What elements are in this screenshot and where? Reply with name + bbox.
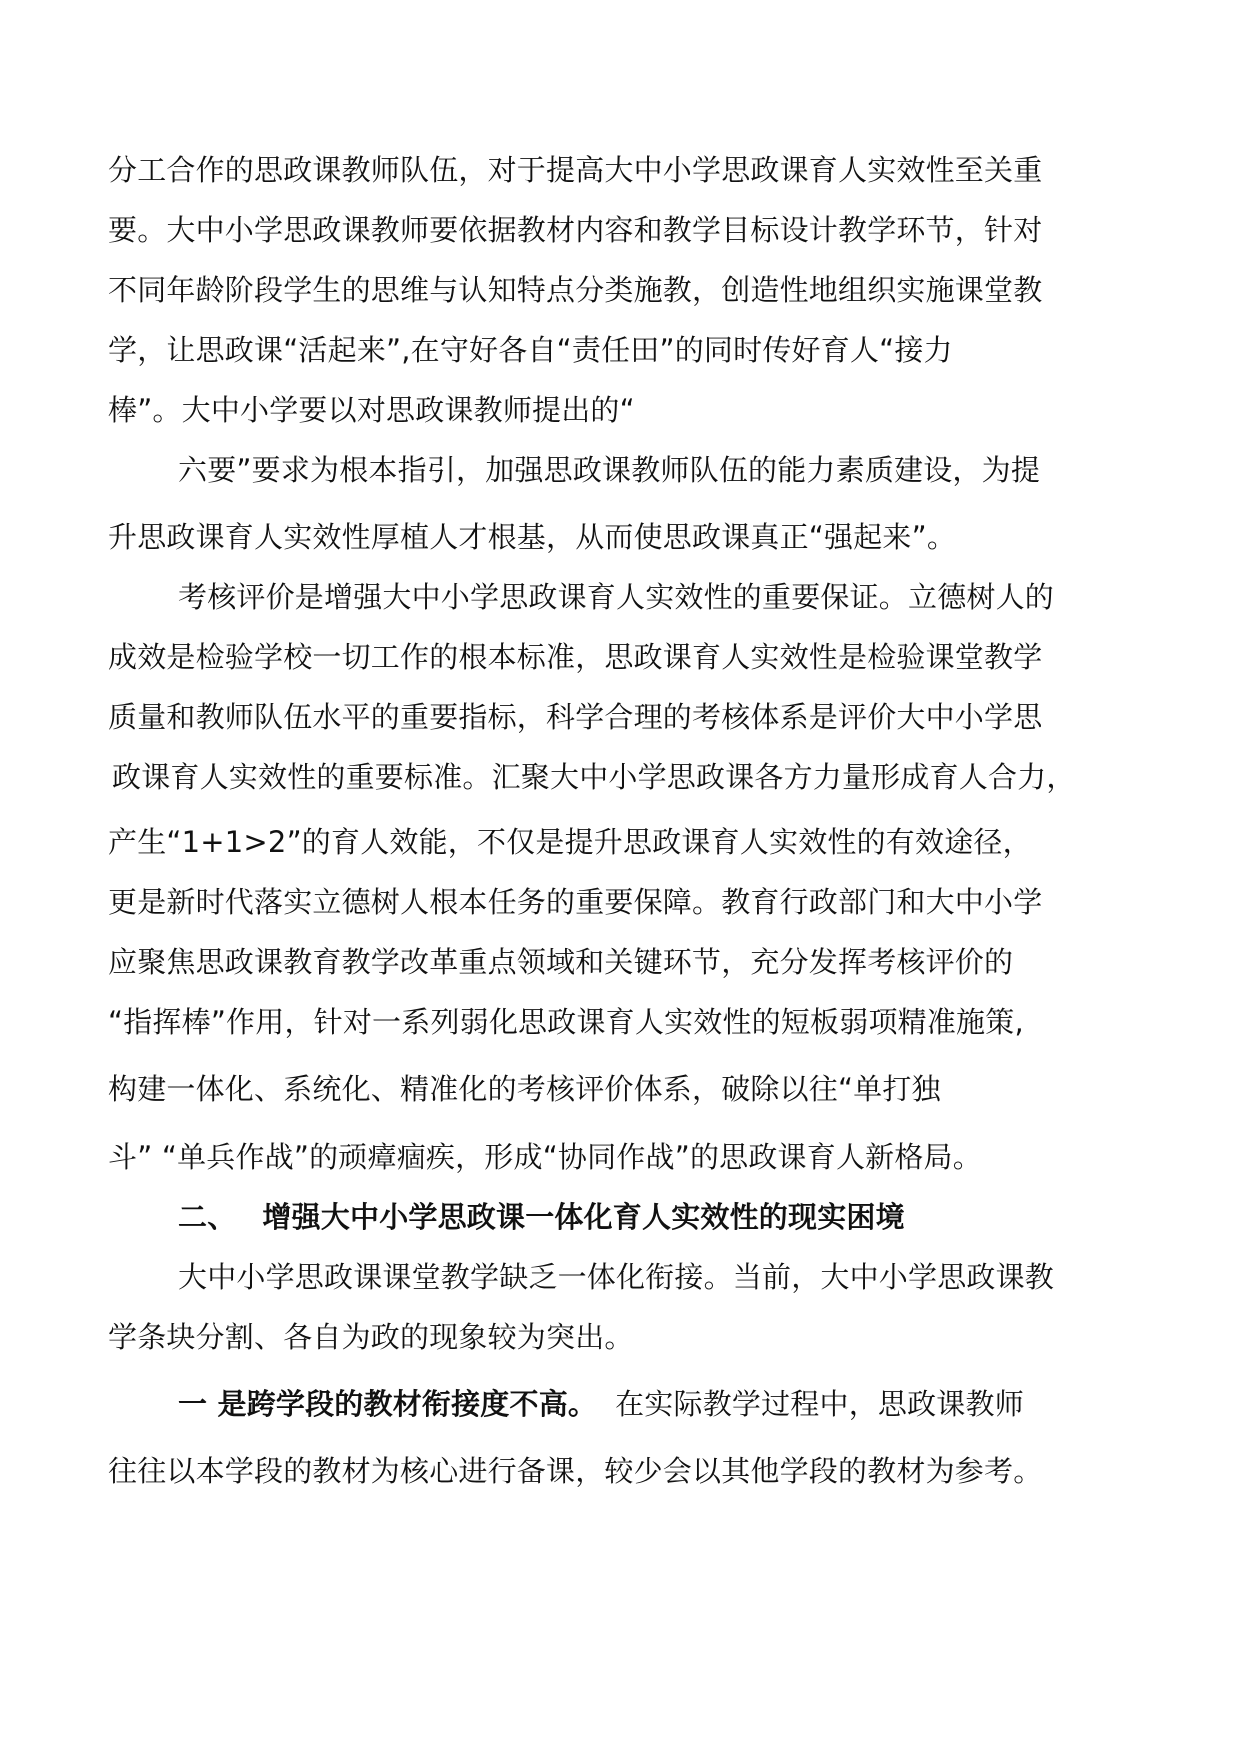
paragraph-line: 产生“1+1>2”的育人效能，不仅是提升思政课育人实效性的有效途径， [108,825,1032,859]
paragraph-line: 考核评价是增强大中小学思政课育人实效性的重要保证。立德树人的 [178,580,1055,614]
paragraph-line: 棒”。大中小学要以对思政课教师提出的“ [108,393,635,427]
section-heading [178,1197,905,1237]
paragraph-line: 不同年龄阶段学生的思维与认知特点分类施教，创造性地组织实施课堂教 [108,273,1043,307]
paragraph-line: 升思政课育人实效性厚植人才根基，从而使思政课真正“强起来”。 [108,520,957,554]
paragraph-line: 成效是检验学校一切工作的根本标准，思政课育人实效性是检验课堂教学 [108,640,1043,674]
paragraph-line: 学条块分割、各自为政的现象较为突出。 [108,1320,634,1354]
section-heading-text: 增强大中小学思政课一体化育人实效性的现实困境 [262,1200,905,1234]
paragraph-line: 要。大中小学思政课教师要依据教材内容和教学目标设计教学环节，针对 [108,213,1043,247]
paragraph-line: 更是新时代落实立德树人根本任务的重要保障。教育行政部门和大中小学 [108,885,1043,919]
paragraph-line: 学，让思政课“活起来”,在守好各自“责任田”的同时传好育人“接力 [108,333,953,367]
paragraph-line: 分工合作的思政课教师队伍，对于提高大中小学思政课育人实效性至关重 [108,153,1043,187]
paragraph-line: 六要”要求为根本指引，加强思政课教师队伍的能力素质建设，为提 [178,453,1041,487]
point-line [178,1384,1024,1424]
paragraph-line: 应聚焦思政课教育教学改革重点领域和关键环节，充分发挥考核评价的 [108,945,1014,979]
paragraph-line: 质量和教师队伍水平的重要指标，科学合理的考核体系是评价大中小学思 [108,700,1043,734]
paragraph-line: 斗” “单兵作战”的顽瘴痼疾，形成“协同作战”的思政课育人新格局。 [108,1140,982,1174]
paragraph-line: 往往以本学段的教材为核心进行备课，较少会以其他学段的教材为参考。 [108,1454,1043,1488]
paragraph-line: 政课育人实效性的重要标准。汇聚大中小学思政课各方力量形成育人合力， [112,760,1076,794]
section-heading-number: 二、 [178,1200,237,1234]
point-title: 一 是跨学段的教材衔接度不高。 [178,1387,598,1421]
point-text: 在实际教学过程中，思政课教师 [615,1387,1024,1421]
paragraph-line: 大中小学思政课课堂教学缺乏一体化衔接。当前，大中小学思政课教 [178,1260,1055,1294]
paragraph-line: 构建一体化、系统化、精准化的考核评价体系，破除以往“单打独 [108,1072,941,1106]
paragraph-line: “指挥棒”作用，针对一系列弱化思政课育人实效性的短板弱项精准施策, [108,1005,1024,1039]
